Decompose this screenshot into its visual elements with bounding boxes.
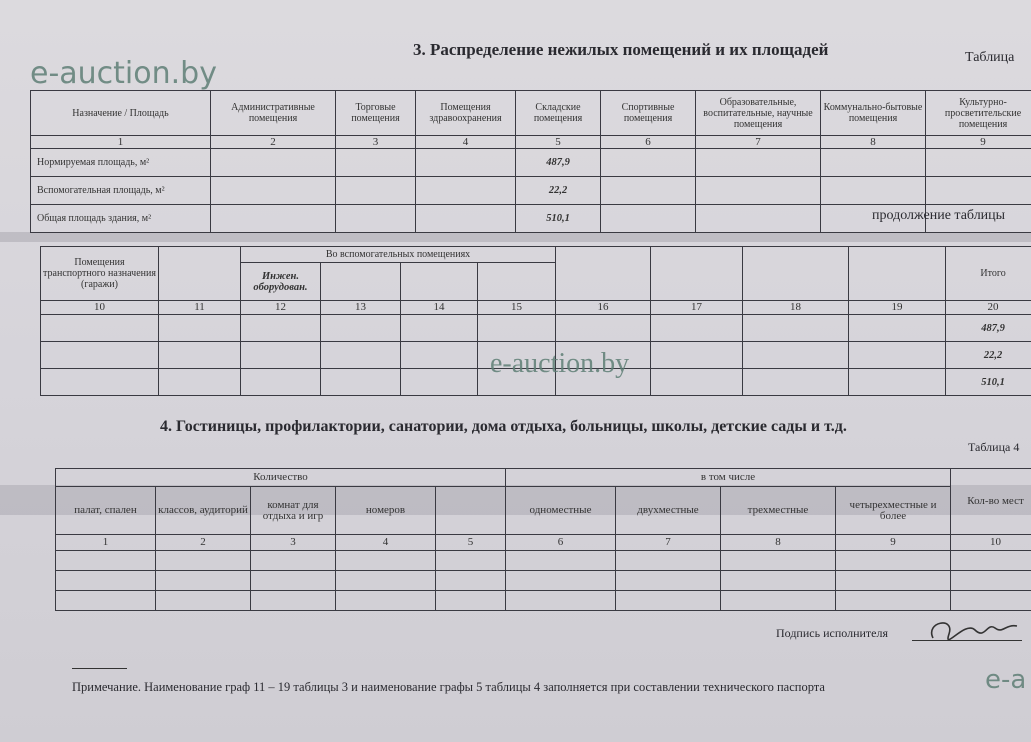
table-cell (416, 177, 516, 205)
watermark: e-auction.by (490, 348, 630, 379)
column-header: Кол-во мест (951, 469, 1031, 535)
group-header: в том числе (506, 469, 951, 487)
table-cell (336, 205, 416, 233)
column-number: 19 (849, 301, 946, 315)
table-cell (696, 177, 821, 205)
column-number: 20 (946, 301, 1031, 315)
table-row (56, 469, 1031, 487)
column-number: 5 (516, 136, 601, 149)
column-number: 3 (336, 136, 416, 149)
column-header: Спортивные помещения (601, 91, 696, 136)
table-row (31, 149, 1031, 177)
column-number: 13 (321, 301, 401, 315)
table-cell (336, 571, 436, 591)
table-cell (251, 551, 336, 571)
table-cell (401, 342, 478, 369)
column-number: 3 (251, 535, 336, 551)
watermark-fragment: e-a (985, 665, 1027, 695)
table-cell (211, 177, 336, 205)
column-number: 4 (416, 136, 516, 149)
table-cell (616, 551, 721, 571)
table-cell (478, 315, 556, 342)
group-header: Количество (56, 469, 506, 487)
table-cell (616, 571, 721, 591)
table-cell (651, 315, 743, 342)
column-header: Образовательные, воспитательные, научные помещения (696, 91, 821, 136)
table-cell (56, 571, 156, 591)
table-cell (436, 551, 506, 571)
table-row (31, 177, 1031, 205)
column-header: двухместные (616, 487, 721, 535)
table-cell (601, 205, 696, 233)
table-cell (241, 369, 321, 396)
column-header (159, 247, 241, 301)
column-number: 6 (506, 535, 616, 551)
table-row (56, 551, 1031, 571)
table-cell (651, 342, 743, 369)
column-header (743, 247, 849, 301)
table-cell (321, 369, 401, 396)
column-header (401, 263, 478, 301)
table-cell (56, 591, 156, 611)
column-header: палат, спален (56, 487, 156, 535)
column-header: трехместные (721, 487, 836, 535)
column-header: Помещения транспортного назначения (гаражи) (41, 247, 159, 301)
column-header: комнат для отдыха и игр (251, 487, 336, 535)
table-cell (651, 369, 743, 396)
column-header (651, 247, 743, 301)
table-cell (321, 315, 401, 342)
table-cell (321, 342, 401, 369)
table-cell (251, 591, 336, 611)
table-cell (241, 315, 321, 342)
column-header: Назначение / Площадь (31, 91, 211, 136)
column-header: Административные помещения (211, 91, 336, 136)
table-cell (336, 591, 436, 611)
column-header: четырехместные и более (836, 487, 951, 535)
table-cell (159, 315, 241, 342)
table-cell (159, 342, 241, 369)
table-cell (436, 591, 506, 611)
table4 (55, 468, 1031, 611)
column-header (849, 247, 946, 301)
table-cell: 487,9 (516, 149, 601, 177)
column-number: 5 (436, 535, 506, 551)
table-row (56, 535, 1031, 551)
column-number: 6 (601, 136, 696, 149)
table-cell (401, 369, 478, 396)
table-cell (849, 369, 946, 396)
table-cell (926, 149, 1031, 177)
table-cell (601, 177, 696, 205)
column-number: 4 (336, 535, 436, 551)
column-header (321, 263, 401, 301)
table-cell (436, 571, 506, 591)
table-row (41, 301, 1031, 315)
column-number: 10 (951, 535, 1031, 551)
table-cell (251, 571, 336, 591)
table-row (31, 91, 1031, 136)
table-cell (743, 342, 849, 369)
table-cell (336, 149, 416, 177)
table-cell: 510,1 (946, 369, 1031, 396)
table-cell (836, 551, 951, 571)
table-cell (951, 591, 1031, 611)
table-cell (506, 591, 616, 611)
table-cell (156, 591, 251, 611)
signature-label: Подпись исполнителя (776, 626, 888, 640)
table-cell (56, 551, 156, 571)
table-cell (849, 342, 946, 369)
row-label: Вспомогательная площадь, м² (31, 177, 211, 205)
table-cell (616, 591, 721, 611)
column-number: 9 (836, 535, 951, 551)
table-cell: 22,2 (946, 342, 1031, 369)
column-header (478, 263, 556, 301)
table-cell (506, 571, 616, 591)
column-number: 11 (159, 301, 241, 315)
table-cell (951, 551, 1031, 571)
table-cell (821, 149, 926, 177)
table-cell (336, 177, 416, 205)
table-cell (836, 591, 951, 611)
table-cell (416, 205, 516, 233)
continuation-label: продолжение таблицы (872, 208, 1006, 223)
column-header: Инжен. оборудован. (241, 263, 321, 301)
scan-artifact (0, 232, 1031, 242)
column-header: Итого (946, 247, 1031, 301)
row-label: Нормируемая площадь, м² (31, 149, 211, 177)
column-number: 15 (478, 301, 556, 315)
column-number: 18 (743, 301, 849, 315)
column-number: 16 (556, 301, 651, 315)
table-cell (926, 177, 1031, 205)
table-cell (696, 205, 821, 233)
table-cell (416, 149, 516, 177)
watermark: e-auction.by (30, 56, 217, 91)
table-cell (241, 342, 321, 369)
column-header: Складские помещения (516, 91, 601, 136)
table-cell: 510,1 (516, 205, 601, 233)
column-header (436, 487, 506, 535)
table-cell (721, 551, 836, 571)
column-number: 9 (926, 136, 1031, 149)
table-cell (156, 571, 251, 591)
table-cell (41, 315, 159, 342)
column-number: 8 (821, 136, 926, 149)
table-label: Таблица (965, 50, 1015, 65)
table-cell (743, 315, 849, 342)
table-cell (336, 551, 436, 571)
section3-title: 3. Распределение нежилых помещений и их площадей (413, 40, 829, 59)
table4-label: Таблица 4 (968, 440, 1020, 454)
table-cell (506, 551, 616, 571)
table-cell: 22,2 (516, 177, 601, 205)
column-header (556, 247, 651, 301)
column-number: 1 (56, 535, 156, 551)
note-text: Примечание. Наименование граф 11 – 19 таблицы 3 и наименование графы 5 таблицы 4 заполняется при составлении технического паспорта (72, 680, 825, 694)
table-cell (849, 315, 946, 342)
column-header: Помещения здравоохранения (416, 91, 516, 136)
table-cell (721, 591, 836, 611)
table-row (31, 136, 1031, 149)
column-header: одноместные (506, 487, 616, 535)
column-number: 10 (41, 301, 159, 315)
section4-title: 4. Гостиницы, профилактории, санатории, дома отдыха, больницы, школы, детские сады и т.д. (160, 418, 847, 435)
column-header: Торговые помещения (336, 91, 416, 136)
table-cell (156, 551, 251, 571)
table-row (56, 571, 1031, 591)
table-cell (836, 571, 951, 591)
column-number: 8 (721, 535, 836, 551)
column-number: 12 (241, 301, 321, 315)
table-row (56, 591, 1031, 611)
signature-image (925, 612, 1025, 646)
table-cell: 487,9 (946, 315, 1031, 342)
column-number: 7 (616, 535, 721, 551)
table-row (41, 247, 1031, 263)
table-cell (951, 571, 1031, 591)
table-row (41, 315, 1031, 342)
column-header: Культурно-просветительские помещения (926, 91, 1031, 136)
column-number: 2 (156, 535, 251, 551)
table-cell (211, 149, 336, 177)
table-cell (159, 369, 241, 396)
table-cell (41, 342, 159, 369)
table-cell (41, 369, 159, 396)
table-cell (211, 205, 336, 233)
table-cell (696, 149, 821, 177)
column-number: 7 (696, 136, 821, 149)
group-header: Во вспомогательных помещениях (241, 247, 556, 263)
table-cell (556, 315, 651, 342)
column-number: 14 (401, 301, 478, 315)
table-row (56, 487, 1031, 535)
table-cell (821, 177, 926, 205)
column-header: Коммунально-бытовые помещения (821, 91, 926, 136)
column-number: 1 (31, 136, 211, 149)
table-cell (743, 369, 849, 396)
column-number: 17 (651, 301, 743, 315)
column-header: классов, аудиторий (156, 487, 251, 535)
table-cell (401, 315, 478, 342)
row-label: Общая площадь здания, м² (31, 205, 211, 233)
note-rule (72, 668, 127, 669)
table-cell (601, 149, 696, 177)
column-header: номеров (336, 487, 436, 535)
column-number: 2 (211, 136, 336, 149)
table-cell (721, 571, 836, 591)
